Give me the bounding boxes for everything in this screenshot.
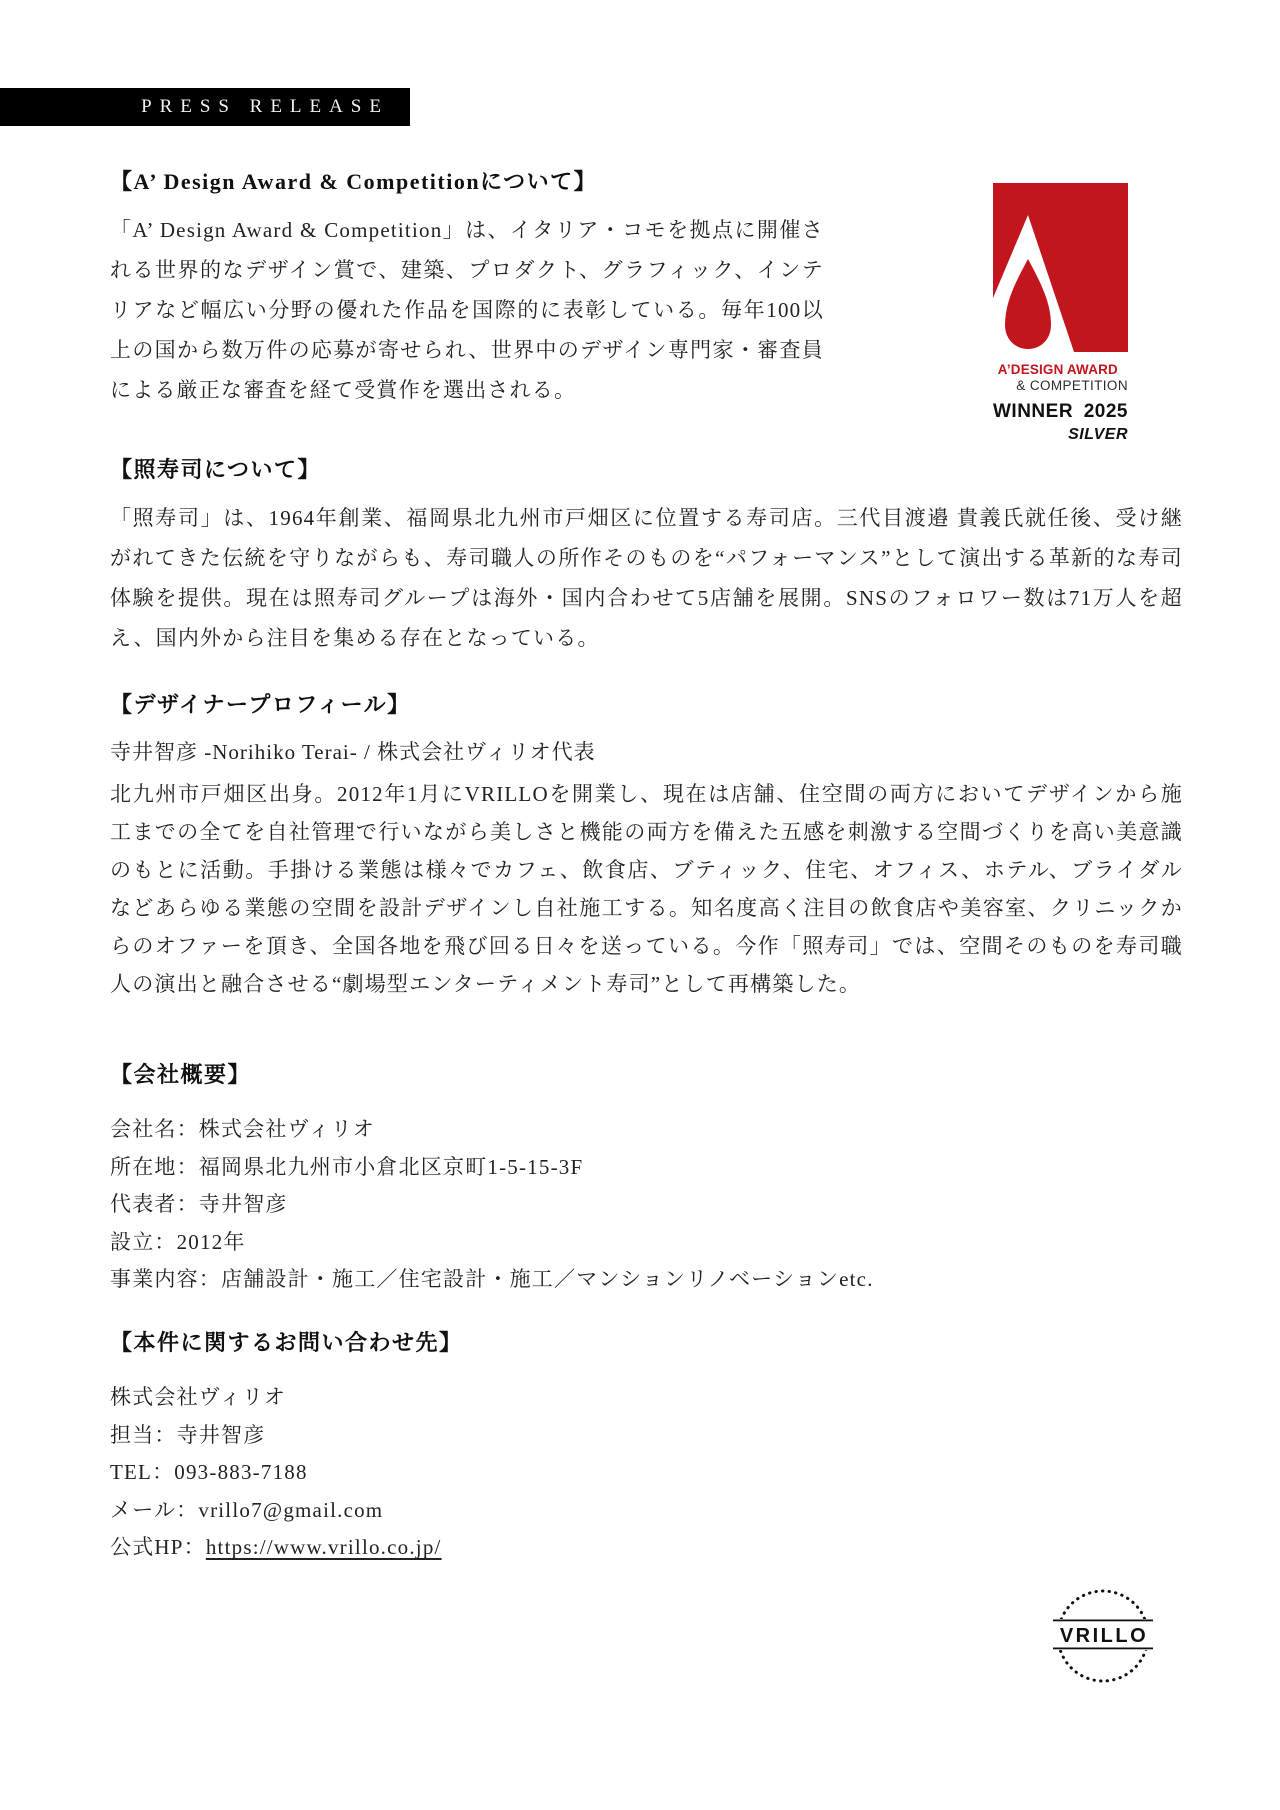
vrillo-logo-stamp-icon	[1053, 1586, 1153, 1686]
contact-info-list	[110, 1379, 1183, 1567]
company-info-list	[110, 1111, 1183, 1299]
press-release-label: PRESS RELEASE	[141, 96, 389, 117]
contact-company-line: 株式会社ヴィリオ	[110, 1385, 287, 1409]
press-release-banner	[0, 88, 410, 126]
award-section-body: 「A’ Design Award & Competition」は、イタリア・コモを拠点に開催される世界的なデザイン賞で、建築、プロダクト、グラフィック、インテリアなど幅広い分野の優れた作品を国際的に表彰している。毎年100以上の国から数万件の応募が寄せられ、世界中のデザイン専門家・審査員による厳正な審査を経て受賞作を選出される。	[110, 218, 824, 402]
adesign-award-winner-logo	[993, 183, 1128, 444]
company-overview-section	[110, 1058, 1183, 1299]
company-business-line: 事業内容：店舗設計・施工／住宅設計・施工／マンションリノベーションetc.	[110, 1267, 874, 1291]
company-name-line: 会社名：株式会社ヴィリオ	[110, 1117, 375, 1141]
company-founded-line: 設立：2012年	[110, 1229, 246, 1254]
designer-profile-section	[110, 688, 1183, 1003]
award-section-heading: 【A’ Design Award & Competitionについて】	[110, 169, 598, 194]
official-website-link[interactable]: https://www.vrillo.co.jp/	[205, 1535, 442, 1559]
contact-person-line: 担当：寺井智彦	[110, 1422, 266, 1447]
contact-tel-line: TEL：093-883-7188	[110, 1460, 308, 1484]
award-medal-label: SILVER	[1068, 426, 1128, 443]
contact-hp-label: 公式HP：	[110, 1535, 206, 1559]
adesign-award-a-mark-icon	[993, 183, 1128, 352]
contact-hp-line	[110, 1529, 1183, 1567]
designer-section-heading: 【デザイナープロフィール】	[110, 692, 411, 717]
company-section-heading: 【会社概要】	[110, 1062, 252, 1087]
terusushi-section-body: 「照寿司」は、1964年創業、福岡県北九州市戸畑区に位置する寿司店。三代目渡邉 貴義氏就任後、受け継がれてきた伝統を守りながらも、寿司職人の所作そのものを“パフォーマンス”として演出する革新的な寿司体験を提供。現在は照寿司グループは海外・国内合わせて5店舗を展開。SNSのフォロワー数は71万人を超え、国内外から注目を集める存在となっている。	[110, 506, 1183, 650]
award-winner-label: WINNER	[993, 401, 1074, 422]
contact-email-line: メール：vrillo7@gmail.com	[110, 1497, 384, 1522]
designer-name-line: 寺井智彦 -Norihiko Terai- / 株式会社ヴィリオ代表	[110, 740, 596, 764]
contact-section	[110, 1326, 1183, 1567]
vrillo-logo-text: VRILLO	[1059, 1625, 1149, 1647]
terusushi-section-heading: 【照寿司について】	[110, 457, 322, 482]
terusushi-section	[110, 453, 1183, 658]
award-winner-year: 2025	[1083, 401, 1128, 422]
designer-section-body: 北九州市戸畑区出身。2012年1月にVRILLOを開業し、現在は店舗、住空間の両方においてデザインから施工までの全てを自社管理で行いながら美しさと機能の両方を備えた五感を刺激する空間づくりを高い美意識のもとに活動。手掛ける業態は様々でカフェ、飲食店、ブティック、住宅、オフィス、ホテル、ブライダルなどあらゆる業態の空間を設計デザインし自社施工する。知名度高く注目の飲食店や美容室、クリニックからのオファーを頂き、全国各地を飛び回る日々を送っている。今作「照寿司」では、空間そのものを寿司職人の演出と融合させる“劇場型エンターティメント寿司”として再構築した。	[110, 782, 1183, 996]
award-logo-brand-line1: A’DESIGN AWARD	[997, 361, 1118, 377]
award-winner-row	[993, 401, 1128, 423]
company-representative-line: 代表者：寺井智彦	[110, 1192, 288, 1216]
contact-section-heading: 【本件に関するお問い合わせ先】	[110, 1330, 463, 1355]
award-logo-brand-line2: & COMPETITION	[1016, 378, 1128, 393]
company-address-line: 所在地：福岡県北九州市小倉北区京町1-5-15-3F	[110, 1154, 584, 1179]
vrillo-logo	[1053, 1586, 1153, 1686]
